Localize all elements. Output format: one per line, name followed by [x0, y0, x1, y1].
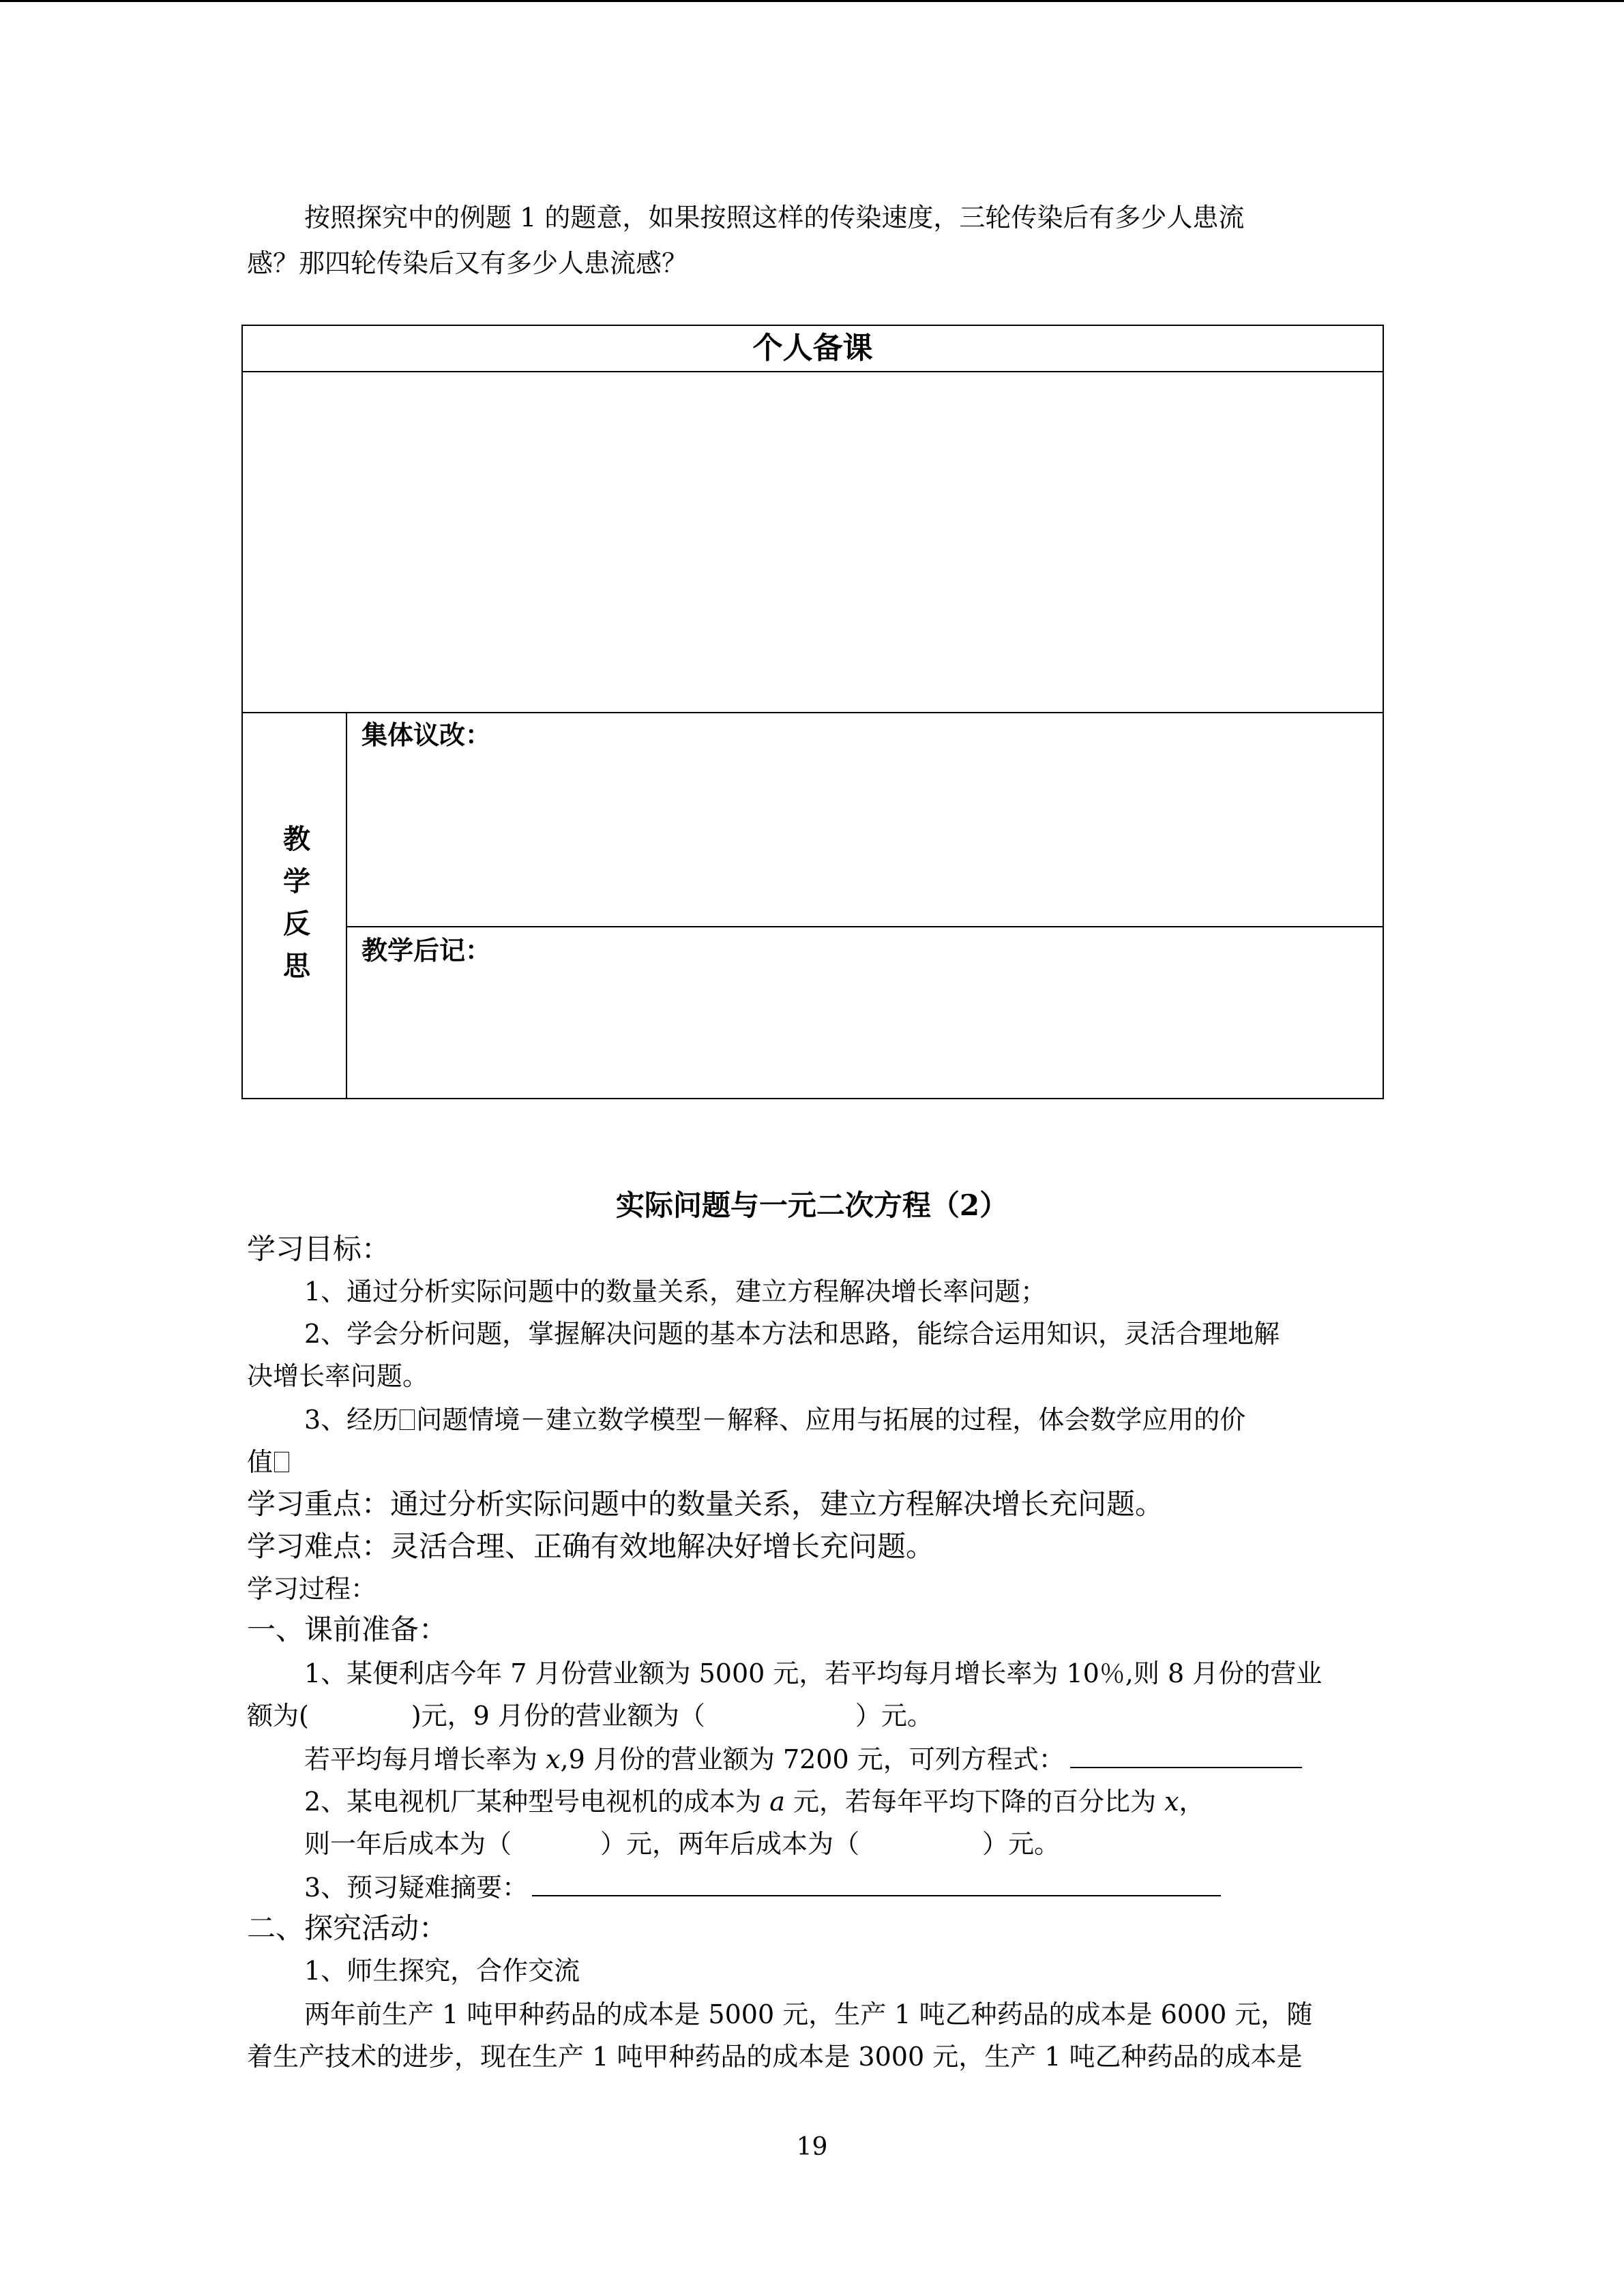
teaching-reflection-label	[259, 818, 334, 987]
question-2-line-2: 则一年后成本为（ ）元，两年后成本为（ ）元。	[304, 1829, 1061, 1859]
question-1-line-3: 若平均每月增长率为 x,9 月份的营业额为 7200 元，可列方程式：	[304, 1743, 1302, 1776]
objective-3-line-1: 3、经历 问题情境－建立数学模型－解释、应用与拓展的过程，体会数学应用的价	[304, 1405, 1246, 1435]
equation-answer-blank[interactable]	[1070, 1744, 1302, 1768]
side-char: 反	[283, 908, 310, 940]
paragraph-line-2: 着生产技术的进步，现在生产 1 吨甲种药品的成本是 3000 元，生产 1 吨乙种药品的成本是	[247, 2042, 1303, 2072]
difficulty-summary-blank[interactable]	[532, 1872, 1221, 1896]
prep-table-row-divider-2	[241, 712, 1384, 713]
section-2-heading: 二、探究活动：	[247, 1911, 448, 1945]
teaching-postscript-label: 教学后记：	[361, 935, 492, 966]
side-char: 学	[283, 865, 310, 897]
difficulty: 学习难点：灵活合理、正确有效地解决好增长充问题。	[247, 1530, 935, 1563]
prep-table-col-divider	[346, 712, 347, 1099]
side-char: 教	[283, 823, 310, 855]
objective-3-line-2: 值	[247, 1446, 291, 1478]
objective-2-line-1: 2、学会分析问题，掌握解决问题的基本方法和思路，能综合运用知识，灵活合理地解	[304, 1319, 1280, 1349]
side-char: 思	[283, 950, 310, 982]
objective-1: 1、通过分析实际问题中的数量关系，建立方程解决增长率问题；	[304, 1277, 1047, 1307]
explore-1: 1、师生探究，合作交流	[304, 1956, 580, 1986]
collective-revision-label: 集体议改：	[361, 719, 492, 750]
section-1-heading: 一、课前准备：	[247, 1613, 448, 1646]
intro-line-2: 感？那四轮传染后又有多少人患流感？	[247, 248, 688, 278]
paragraph-line-1: 两年前生产 1 吨甲种药品的成本是 5000 元，生产 1 吨乙种药品的成本是 6000 元，随	[304, 1999, 1313, 2029]
question-3: 3、预习疑难摘要：	[304, 1871, 1221, 1904]
process-heading: 学习过程：	[247, 1574, 377, 1604]
lesson-title: 实际问题与一元二次方程（2）	[615, 1189, 1009, 1222]
objectives-heading: 学习目标：	[247, 1232, 391, 1266]
page-number: 19	[796, 2133, 828, 2161]
key-point: 学习重点：通过分析实际问题中的数量关系，建立方程解决增长充问题。	[247, 1487, 1164, 1521]
top-border	[0, 0, 1624, 2]
question-1-line-2: 额为( )元，9 月份的营业额为（ ）元。	[247, 1701, 933, 1731]
prep-table-title: 个人备课	[752, 331, 873, 366]
prep-table-row-divider-3	[346, 926, 1384, 927]
question-1-line-1: 1、某便利店今年 7 月份营业额为 5000 元，若平均每月增长率为 10％,则 8 月份的营业	[304, 1658, 1323, 1688]
objective-2-line-2: 决增长率问题。	[247, 1361, 429, 1391]
intro-line-1: 按照探究中的例题 1 的题意，如果按照这样的传染速度，三轮传染后有多少人患流	[304, 203, 1245, 233]
question-2-line-1: 2、某电视机厂某种型号电视机的成本为 a 元，若每年平均下降的百分比为 x，	[304, 1787, 1205, 1817]
